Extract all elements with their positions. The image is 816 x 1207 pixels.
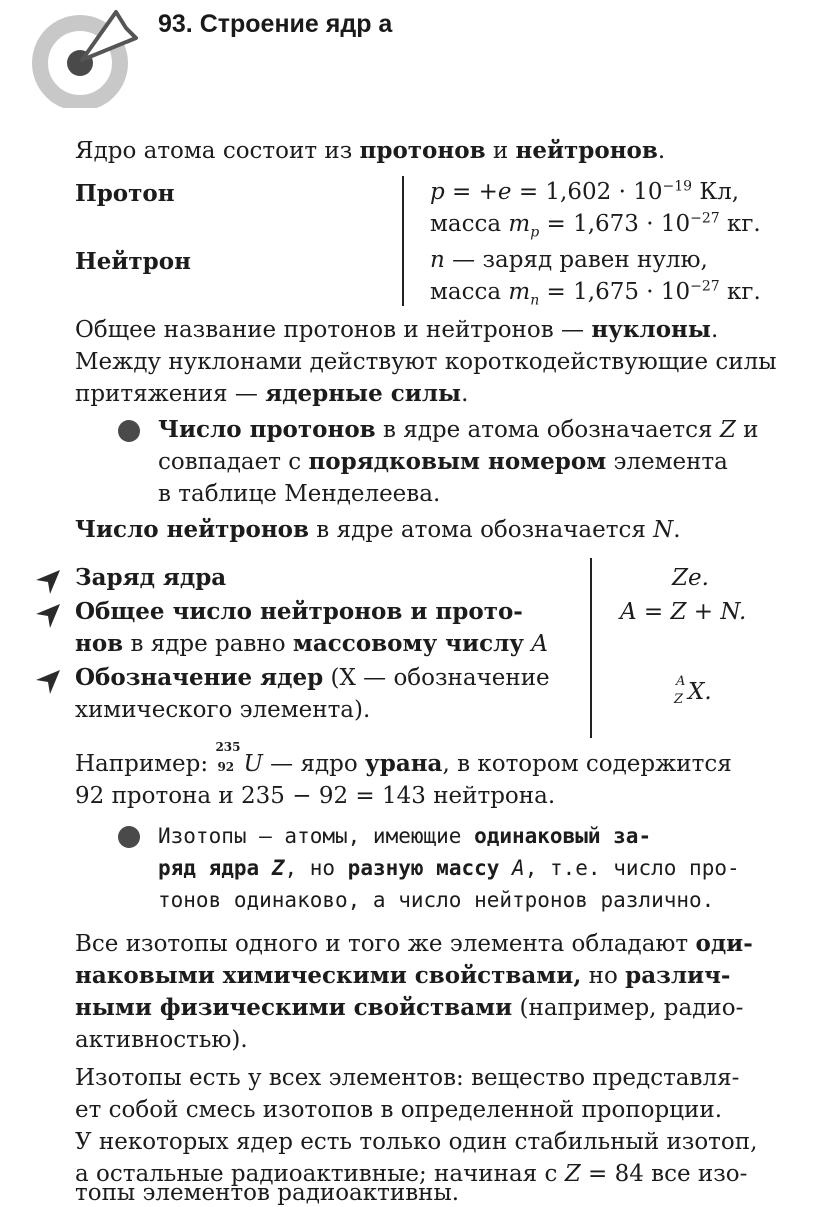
uranium-charge: 92 [217, 760, 235, 774]
intro-text: Ядро атома состоит из [75, 138, 360, 164]
isotopes-line-2 [158, 852, 740, 884]
isotopes-line-3: тонов одинаково, а число нейтронов различно. [158, 888, 715, 912]
sum-line-1: Общее число нейтронов и прото- [75, 598, 523, 625]
proton-symbol: p [430, 179, 445, 205]
all-84: = 84 все изо- [580, 1161, 748, 1187]
intro-period: . [657, 138, 666, 164]
particles-divider [402, 176, 404, 306]
mass-number-term: массовому числу [292, 630, 525, 657]
z-symbol: Z [719, 417, 736, 443]
pointer-arrow-icon [34, 600, 64, 630]
nuclear-forces-text: притяжения — [75, 381, 266, 407]
elementary-charge: e [497, 179, 512, 205]
neutron-label: Нейтрон [75, 248, 191, 275]
neutron-mass-sub: n [530, 292, 540, 309]
neutron-symbol: n [430, 247, 445, 273]
nucleons-text: Общее название протонов и нейтронов — [75, 317, 592, 343]
neutron-mass-unit: кг. [719, 279, 761, 305]
example-line-1 [75, 740, 732, 780]
pointer-arrow-icon [34, 666, 64, 696]
charge-formula: Ze. [672, 565, 709, 591]
nucleons-period: . [710, 317, 719, 343]
uranium-symbol: U [243, 751, 263, 777]
all-z: Z [564, 1161, 581, 1187]
notation-text: (X — обозначение [323, 665, 550, 691]
props-example: (например, радио- [512, 995, 744, 1021]
neutron-charge [430, 244, 708, 276]
protons-number-text: в ядре атома обозначается [375, 417, 720, 443]
intro-protons: протонов [359, 137, 486, 164]
neutron-mass [430, 276, 761, 308]
protons-number-line-1 [158, 414, 758, 446]
proton-charge [430, 176, 739, 208]
isotopes-ie: , т.е. число про- [524, 856, 740, 880]
sum-formula: A = Z + N. [620, 599, 747, 625]
nuclear-forces-term: ядерные силы [265, 380, 462, 407]
charge-label: Заряд ядра [75, 564, 227, 591]
all-text: а остальные радиоактивные; начиная с [75, 1161, 565, 1187]
a-symbol: A [524, 631, 548, 657]
props-line-2 [75, 960, 730, 992]
chemical-properties-term: наковыми химическими свойствами, [75, 962, 582, 989]
example-line-2: 92 протона и 235 − 92 = 143 нейтрона. [75, 783, 556, 809]
notation-line-1 [75, 662, 550, 694]
neutrons-number-line [75, 514, 681, 546]
notation-a: A [676, 674, 686, 689]
same-charge-term: одинаковый за- [474, 824, 652, 848]
page-title: 93. Строение ядр а [158, 10, 393, 38]
bullet-dot-icon [118, 826, 140, 848]
pointer-arrow-icon [34, 566, 64, 596]
nucleons-line-2: Между нуклонами действуют короткодействующие силы [75, 349, 777, 375]
isotopes-def: Изотопы — атомы, имеющие [158, 824, 475, 848]
neutron-charge-text: — заряд равен нулю, [444, 247, 708, 273]
props-line-4: активностью). [75, 1027, 248, 1053]
proton-label: Протон [75, 180, 175, 207]
proton-mass-sub: p [530, 224, 540, 241]
intro-neutrons: нейтронов [515, 137, 658, 164]
all-line-5: топы элементов радиоактивны. [75, 1180, 460, 1206]
neutron-mass-pre: масса [430, 279, 509, 305]
protons-number-line-2 [158, 446, 728, 478]
neutron-mass-value: = 1,675 · 10 [539, 279, 691, 305]
different-mass-term: разную массу [347, 856, 500, 880]
uranium-mass: 235 [215, 740, 241, 754]
props-but: но [581, 963, 626, 989]
physical-properties-term: ными физическими свойствами [75, 994, 513, 1021]
sum-text: в ядре равно [123, 631, 293, 657]
neutrons-number-text: в ядре атома обозначается [309, 517, 654, 543]
nuclear-forces-period: . [461, 381, 469, 407]
proton-charge-value: = 1,602 · 10 [511, 179, 663, 205]
proton-mass-symbol: m [508, 211, 531, 237]
bullet-dot-icon [118, 420, 140, 442]
proton-charge-exp: −19 [662, 178, 693, 195]
protons-number-line-3: в таблице Менделеева. [158, 481, 441, 507]
proton-mass-unit: кг. [719, 211, 761, 237]
sum-line-2 [75, 628, 548, 660]
isotopes-line-1 [158, 820, 651, 852]
coincides-text: совпадает с [158, 449, 309, 475]
all-line-3: У некоторых ядер есть только один стабильный изотоп, [75, 1129, 758, 1155]
props-line-1 [75, 928, 753, 960]
neutron-mass-symbol: m [508, 279, 531, 305]
example-label: Например: [75, 751, 216, 777]
uranium-term: урана [365, 750, 443, 777]
notation-term: Обозначение ядер [75, 664, 324, 691]
nucleons-line-3 [75, 378, 468, 410]
neutron-mass-exp: −27 [690, 278, 720, 295]
proton-mass [430, 208, 761, 240]
facts-divider [590, 558, 592, 738]
proton-charge-unit: Кл, [692, 179, 740, 205]
sum-nov: нов [75, 630, 124, 657]
isotopes-a: A [499, 856, 525, 880]
intro-and: и [485, 138, 516, 164]
example-contains: , в котором содержится [442, 751, 732, 777]
intro-line [75, 135, 665, 167]
n-symbol: N [653, 517, 674, 543]
nucleons-line-1 [75, 314, 718, 346]
proton-mass-pre: масса [430, 211, 509, 237]
notation-x: X. [688, 679, 712, 705]
neutrons-number-term: Число нейтронов [75, 516, 309, 543]
proton-mass-exp: −27 [690, 210, 720, 227]
proton-mass-value: = 1,673 · 10 [539, 211, 691, 237]
isotopes-z: Z [271, 856, 285, 880]
notation-line-2: химического элемента). [75, 697, 371, 723]
example-text: — ядро [262, 751, 366, 777]
isotopes-but: , но [284, 856, 348, 880]
proton-eq: = + [444, 179, 498, 205]
props-same-start: оди- [695, 930, 753, 957]
props-line-3 [75, 992, 743, 1024]
target-logo-icon [30, 8, 140, 108]
nucleons-term: нуклоны [591, 316, 711, 343]
protons-number-term: Число протонов [158, 416, 376, 443]
all-line-1: Изотопы есть у всех элементов: вещество представля- [75, 1065, 740, 1091]
ordinal-number-term: порядковым номером [308, 448, 607, 475]
notation-z: Z [674, 692, 684, 707]
neutrons-number-period: . [673, 517, 681, 543]
element-text: элемента [606, 449, 728, 475]
props-different-start: различ- [625, 962, 731, 989]
props-text: Все изотопы одного и того же элемента обладают [75, 931, 696, 957]
notation-formula [672, 674, 732, 714]
all-line-2: ет собой смесь изотопов в определенной пропорции. [75, 1097, 723, 1123]
nucleus-charge-term: ряд ядра [158, 856, 272, 880]
protons-number-and: и [735, 417, 759, 443]
